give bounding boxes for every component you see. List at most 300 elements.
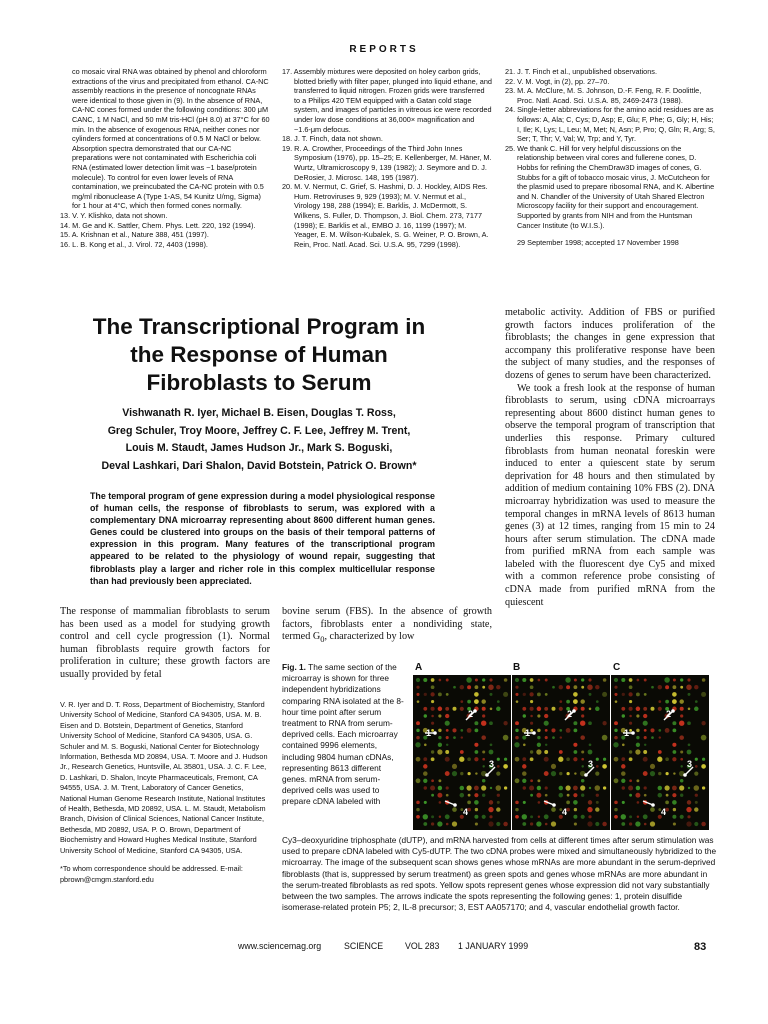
microarray-spot — [468, 794, 471, 797]
microarray-spot — [680, 758, 683, 761]
microarray-spot — [445, 714, 449, 718]
microarray-spot — [459, 757, 464, 762]
reference-item: 16. L. B. Kong et al., J. Virol. 72, 4403 (1998). — [60, 239, 208, 249]
microarray-spot — [514, 742, 519, 747]
microarray-spot — [573, 786, 578, 791]
microarray-spot — [695, 765, 698, 768]
microarray-spot — [522, 707, 526, 711]
microarray-spot — [559, 750, 563, 754]
references-column-3 — [505, 67, 715, 248]
microarray-spot — [474, 786, 479, 791]
microarray-spot — [602, 764, 607, 769]
microarray-spot — [431, 757, 435, 761]
microarray-spot — [430, 785, 435, 790]
microarray-spot — [545, 823, 548, 826]
microarray-spot — [474, 793, 478, 797]
arrow-label: 1 — [525, 728, 531, 738]
microarray-spot — [445, 750, 449, 754]
microarray-spot — [438, 707, 443, 712]
figure-label: Fig. 1. — [282, 662, 306, 672]
footer-url: www.sciencemag.org — [238, 941, 322, 951]
microarray-spot — [567, 772, 570, 775]
reference-item: 15. A. Krishnan et al., Nature 388, 451 (1997). — [60, 230, 209, 240]
microarray-spot — [461, 736, 463, 738]
microarray-spot — [453, 707, 457, 711]
microarray-spot — [515, 693, 518, 696]
microarray-spot — [580, 720, 585, 725]
microarray-spot — [424, 743, 427, 746]
microarray-spot — [565, 677, 571, 683]
arrow-head — [532, 731, 536, 735]
microarray-spot — [658, 786, 662, 790]
microarray-spot — [544, 771, 549, 776]
microarray-spot — [695, 700, 698, 703]
microarray-spot — [423, 678, 427, 682]
microarray-spot — [490, 787, 492, 789]
microarray-spot — [474, 800, 479, 805]
microarray-spot — [589, 708, 592, 711]
microarray-spot — [567, 794, 570, 797]
microarray-spot — [460, 685, 464, 689]
microarray-spot — [688, 708, 691, 711]
microarray-spot — [559, 700, 562, 703]
microarray-spot — [537, 743, 541, 747]
microarray-spot — [573, 815, 577, 819]
microarray-spot — [614, 815, 618, 819]
microarray-spot — [644, 744, 646, 746]
microarray-spot — [453, 736, 456, 739]
microarray-spot — [544, 721, 549, 726]
microarray-spot — [665, 685, 669, 689]
microarray-spot — [614, 729, 617, 732]
microarray-spot — [650, 764, 655, 769]
microarray-spot — [621, 707, 625, 711]
microarray-spot — [587, 821, 592, 826]
microarray-spot — [515, 808, 518, 811]
microarray-spot — [460, 700, 463, 703]
microarray-spot — [545, 736, 548, 739]
microarray-panel-a — [413, 675, 511, 830]
arrow-head — [552, 803, 556, 807]
microarray-spot — [489, 750, 494, 755]
microarray-spot — [496, 822, 500, 826]
microarray-spot — [665, 757, 669, 761]
microarray-spot — [545, 794, 548, 797]
microarray-spot — [515, 801, 519, 805]
microarray-spot — [474, 721, 478, 725]
microarray-spot — [544, 814, 549, 819]
microarray-spot — [515, 736, 519, 740]
microarray-spot — [481, 735, 486, 740]
microarray-spot — [482, 686, 485, 689]
microarray-spot — [474, 815, 478, 819]
microarray-spot — [650, 771, 655, 776]
microarray-spot — [573, 793, 577, 797]
microarray-spot — [672, 728, 676, 732]
microarray-spot — [679, 720, 684, 725]
microarray-spot — [580, 699, 584, 703]
microarray-spot — [680, 794, 683, 797]
microarray-spot — [679, 699, 683, 703]
microarray-spot — [538, 816, 540, 818]
microarray-spot — [423, 814, 428, 819]
microarray-spot — [596, 801, 599, 804]
microarray-spot — [636, 714, 639, 717]
microarray-spot — [629, 707, 633, 711]
microarray-spot — [423, 707, 427, 711]
microarray-spot — [580, 785, 585, 790]
microarray-spot — [629, 750, 632, 753]
microarray-spot — [452, 771, 457, 776]
microarray-spot — [423, 757, 427, 761]
microarray-spot — [658, 793, 663, 798]
microarray-spot — [416, 808, 419, 811]
microarray-spot — [686, 684, 691, 689]
microarray-spot — [438, 692, 442, 696]
microarray-spot — [503, 692, 508, 697]
microarray-spot — [672, 685, 676, 689]
microarray-spot — [695, 801, 698, 804]
microarray-spot — [581, 686, 584, 689]
microarray-spot — [482, 678, 485, 681]
microarray-spot — [431, 750, 434, 753]
microarray-spot — [497, 765, 500, 768]
microarray-spot — [596, 765, 599, 768]
microarray-spot — [530, 779, 533, 782]
microarray-spot — [651, 736, 654, 739]
microarray-spot — [672, 815, 676, 819]
article-title — [60, 313, 458, 397]
reference-12-continued — [60, 67, 270, 211]
microarray-spot — [573, 685, 577, 689]
microarray-spot — [530, 700, 533, 703]
microarray-spot — [446, 736, 449, 739]
microarray-spot — [482, 758, 485, 761]
microarray-spot — [503, 764, 508, 769]
microarray-spot — [615, 700, 618, 703]
microarray-spot — [446, 823, 449, 826]
title-line: Fibroblasts to Serum — [146, 370, 372, 395]
microarray-spot — [629, 757, 633, 761]
microarray-spot — [446, 729, 449, 732]
microarray-spot — [702, 678, 706, 682]
microarray-spot — [694, 822, 698, 826]
microarray-spot — [530, 722, 533, 725]
microarray-spot — [537, 714, 540, 717]
microarray-spot — [423, 779, 427, 783]
body-text-column-1: The response of mammalian fibroblasts to serum has been used as a model for studying growth control and cell cycle progression (1). Normal human fibroblasts require growth factors for proliferation in culture; these growth factors are usually provided by fetal — [60, 606, 270, 680]
microarray-spot — [544, 714, 548, 718]
microarray-spot — [621, 678, 625, 682]
microarray-spot — [551, 821, 556, 826]
microarray-spot — [424, 786, 427, 789]
microarray-spot — [460, 729, 463, 732]
microarray-spot — [545, 679, 548, 682]
author-line: Greg Schuler, Troy Moore, Jeffrey C. F. Lee, Jeffrey M. Trent, — [107, 424, 411, 437]
microarray-spot — [544, 707, 548, 711]
microarray-spot — [672, 721, 676, 725]
microarray-spot — [687, 800, 691, 804]
microarray-spot — [490, 743, 493, 746]
microarray-spot — [416, 757, 421, 762]
microarray-spot — [537, 786, 541, 790]
microarray-spot — [672, 743, 676, 747]
microarray-spot — [629, 715, 632, 718]
microarray-spot — [537, 707, 542, 712]
microarray-spot — [603, 678, 607, 682]
microarray-spot — [522, 764, 526, 768]
microarray-spot — [552, 707, 556, 711]
figure-1-microarray — [413, 662, 718, 832]
microarray-spot — [416, 736, 420, 740]
microarray-spot — [489, 800, 493, 804]
microarray-spot — [588, 678, 591, 681]
arrow-label: 2 — [666, 709, 672, 719]
microarray-spot — [688, 787, 690, 789]
microarray-spot — [504, 758, 507, 761]
microarray-spot — [488, 807, 493, 812]
microarray-spot — [686, 821, 691, 826]
microarray-spot — [636, 736, 639, 739]
microarray-spot — [431, 729, 434, 732]
microarray-spot — [522, 757, 526, 761]
author-list — [60, 405, 458, 475]
microarray-spot — [673, 772, 675, 774]
affiliation-text: V. R. Iyer and D. T. Ross, Department of Biochemistry, Stanford University School of Medicine, Stanford CA 94305, USA. M. B. Eisen and D. Botstein, Department of Genetics, Stanford University School of Medicine, Stanford CA 94305, USA. G. Schuler and M. S. Boguski, National Center for Biotechnology Information, Bethesda MD 20894, USA. T. Moore and J. Hudson Jr., Research Genetics, Huntsville, AL 35801, USA. J. C. F. Lee, D. Lashkari, D. Shalon, Incyte Pharmaceuticals, Fremont, CA 94555, USA. J. M. Trent, Laboratory of Cancer Genetics, National Human Genome Research Institute, National Institutes of Health, Bethesda, MD 20892, USA. L. M. Staudt, Metabolism Branch, Division of Clinical Sciences, National Cancer Institute, Bethesda, MD 20892, USA. P. O. Brown, Department of Biochemistry and Howard Hughes Medical Institute, Stanford University School of Medicine, Stanford CA 94305, USA. — [60, 700, 268, 855]
microarray-spot — [475, 678, 478, 681]
microarray-spot — [522, 678, 526, 682]
microarray-spot — [530, 729, 533, 732]
microarray-spot — [497, 758, 500, 761]
microarray-spot — [536, 821, 541, 826]
microarray-spot — [687, 750, 692, 755]
microarray-spot — [614, 808, 617, 811]
microarray-spot — [596, 794, 599, 797]
microarray-spot — [643, 714, 647, 718]
microarray-spot — [530, 750, 533, 753]
microarray-spot — [622, 714, 625, 717]
microarray-spot — [503, 721, 507, 725]
microarray-spot — [439, 816, 441, 818]
microarray-spot — [482, 750, 485, 753]
microarray-spot — [614, 757, 619, 762]
microarray-spot — [621, 822, 625, 826]
reference-item: 23. M. A. McClure, M. S. Johnson, D.-F. Feng, R. F. Doolittle, Proc. Natl. Acad. Sci. U.S.A. 85, 2469-2473 (1988). — [505, 86, 702, 105]
microarray-spot — [658, 685, 662, 689]
microarray-spot — [636, 786, 640, 790]
microarray-spot — [504, 678, 508, 682]
microarray-spot — [446, 786, 449, 789]
microarray-spot — [460, 786, 464, 790]
microarray-spot — [424, 693, 427, 696]
microarray-spot — [629, 794, 632, 797]
microarray-spot — [552, 686, 555, 689]
microarray-spot — [596, 758, 599, 761]
microarray-spot — [416, 778, 421, 783]
microarray-spot — [415, 742, 420, 747]
microarray-spot — [574, 772, 576, 774]
microarray-spot — [672, 793, 676, 797]
microarray-spot — [673, 750, 677, 754]
microarray-spot — [475, 808, 478, 811]
microarray-spot — [559, 786, 563, 790]
microarray-spot — [680, 707, 684, 711]
microarray-spot — [680, 678, 683, 681]
microarray-spot — [424, 714, 427, 717]
microarray-spot — [467, 785, 472, 790]
microarray-spot — [482, 815, 486, 819]
section-header: REPORTS — [349, 44, 419, 55]
microarray-spot — [489, 815, 492, 818]
microarray-spot — [489, 721, 493, 725]
microarray-spot — [522, 771, 527, 776]
paragraph: We took a fresh look at the response of human fibroblasts to serum, using cDNA microarrays representing about 8600 distinct human genes to observe the temporal program of transcription that underlies this response. Primary cultured fibroblasts from human neonatal foreskin were induced to enter a quiescent state by serum deprivation for 48 hours and then stimulated by addition of medium containing 10% FBS (2). DNA microarray hybridization was used to measure the temporal changes in mRNA levels of 8613 human genes (3) at 12 times, ranging from 15 min to 24 hours after serum stimulation. The cDNA made from purified mRNA from each sample was labeled with the fluorescent dye Cy5 and mixed with a common reference probe consisting of cDNA made from purified mRNA from the quiescent — [505, 382, 715, 608]
microarray-spot — [581, 707, 585, 711]
microarray-spot — [629, 779, 632, 782]
microarray-spot — [489, 678, 492, 681]
microarray-spot — [595, 707, 600, 712]
reference-text: co mosaic viral RNA was obtained by phenol and chloroform extractions of the virus and precipitated from ethanol. CA-NC assembly reactions in the presence of noncognate RNAs were identical to those given in (9). In the absence of RNA, CA-NC cones formed under the following conditions: 300 μM CANC, 1 M NaCl, and 50 mM tris-HCl (pH 8.0) at 37°C for 60 min. In the absence of exogenous RNA, neither cones nor cylinders formed at concentrations of 0.5 M NaCl or below. Absorption spectra demonstrated that our CA-NC preparations were not contaminated with Escherichia coli RNA (estimated lower detection limit was ~1 base/protein molecule). To control for even lower levels of RNA contamination, we preincubated the CA-NC protein with 0.5 mg/ml ribonuclease A (Type 1-AS, 54 Kunitz U/mg, Sigma) for 1 hour at 4°C, which then formed cones normally. — [72, 67, 270, 211]
microarray-spot — [629, 729, 632, 732]
microarray-spot — [537, 736, 540, 739]
microarray-spot — [468, 772, 471, 775]
microarray-spot — [467, 728, 472, 733]
microarray-spot — [688, 693, 691, 696]
microarray-spot — [452, 728, 456, 732]
microarray-spot — [686, 807, 691, 812]
microarray-spot — [687, 678, 690, 681]
microarray-spot — [416, 801, 420, 805]
microarray-spot — [701, 822, 705, 826]
microarray-spot — [481, 785, 486, 790]
microarray-spot — [643, 771, 648, 776]
microarray-spot — [481, 720, 486, 725]
microarray-spot — [416, 729, 419, 732]
microarray-spot — [673, 678, 676, 681]
microarray-spot — [551, 764, 556, 769]
microarray-spot — [659, 736, 661, 738]
microarray-spot — [497, 700, 500, 703]
microarray-spot — [496, 707, 501, 712]
microarray-spot — [595, 785, 601, 791]
microarray-spot — [552, 736, 555, 739]
microarray-spot — [637, 679, 640, 682]
arrow-head — [473, 709, 477, 713]
microarray-spot — [643, 757, 648, 762]
microarray-spot — [629, 815, 632, 818]
microarray-spot — [544, 757, 549, 762]
abstract: The temporal program of gene expression during a model physiological response of human cells, the response of fibroblasts to serum, was explored with a complementary DNA microarray representing about 8600 different human genes. Genes could be clustered into groups on the basis of their temporal patterns of expression in this program. Many features of the transcriptional program appeared to be related to the physiology of wound repair, suggesting that fibroblasts play a larger and richer role in this complex multicellular response than had previously been appreciated. — [90, 491, 435, 586]
microarray-spot — [530, 794, 533, 797]
microarray-spot — [446, 794, 449, 797]
microarray-spot — [537, 729, 540, 732]
microarray-spot — [515, 678, 519, 682]
microarray-spot — [488, 821, 493, 826]
reference-item: 24. Single-letter abbreviations for the amino acid residues are as follows: A, Ala; C, Cys; D, Asp; E, Glu; F, Phe; G, Gly; H, His; I, Ile; K, Lys; L, Leu; M, Met; N, Asn; P, Pro; Q, Gln; R, Arg; S, Ser; T, Thr; V, Val; W, Trp; and Y, Tyr. — [505, 105, 715, 144]
microarray-spot — [431, 722, 434, 725]
microarray-spot — [628, 692, 632, 696]
microarray-spot — [544, 750, 548, 754]
microarray-spot — [581, 779, 584, 782]
body-text-column-2: bovine serum (FBS). In the absence of growth factors, fibroblasts enter a nondividing state, termed $G_0$, characterized by low — [282, 606, 492, 645]
arrow-head — [584, 773, 588, 777]
microarray-spot — [523, 786, 526, 789]
microarray-spot — [537, 692, 541, 696]
microarray-spot — [460, 707, 464, 711]
microarray-spot — [573, 743, 577, 747]
microarray-spot — [650, 807, 655, 812]
microarray-spot — [664, 677, 670, 683]
microarray-spot — [490, 708, 493, 711]
microarray-spot — [516, 700, 519, 703]
arrow-head — [671, 709, 675, 713]
microarray-spot — [438, 743, 442, 747]
microarray-spot — [522, 779, 526, 783]
reference-item: 20. M. V. Nermut, C. Grief, S. Hashmi, D. J. Hockley, AIDS Res. Hum. Retroviruses 9, 929 (1993); M. V. Nermut et al., Virology 198, 288 (1994); E. Barklis, J. McDermott, S. Wilkens, S. Fuller, D. Thompson, J. Biol. Chem. 273, 7177 (1998); E. Barklis et al., EMBO J. 16, 1199 (1997); M. Yeager, E. M. Wilson-Kubalek, S. G. Weiner, P. O. Brown, A. Rein, Proc. Natl. Acad. Sci. U.S.A. 95, 7299 (1998). — [282, 182, 489, 249]
microarray-spot — [695, 758, 698, 761]
reference-item: 18. J. T. Finch, data not shown. — [282, 134, 383, 144]
microarray-spot — [651, 686, 654, 689]
microarray-panel-b — [512, 675, 610, 830]
microarray-spot — [679, 735, 684, 740]
microarray-spot — [416, 721, 420, 725]
received-accepted-dates: 29 September 1998; accepted 17 November 1998 — [517, 238, 679, 248]
microarray-spot — [629, 822, 632, 825]
microarray-spot — [637, 801, 640, 804]
microarray-spot — [658, 729, 661, 732]
microarray-spot — [581, 678, 584, 681]
reference-item: 22. V. M. Vogt, in (2), pp. 27–70. — [505, 76, 610, 86]
microarray-spot — [474, 728, 478, 732]
microarray-spot — [589, 693, 592, 696]
microarray-spot — [636, 779, 639, 782]
microarray-spot — [515, 815, 519, 819]
microarray-spot — [680, 686, 683, 689]
microarray-spot — [445, 771, 450, 776]
microarray-spot — [417, 700, 420, 703]
microarray-spot — [702, 758, 705, 761]
microarray-spot — [581, 750, 584, 753]
figure-caption-bottom: Cy3–deoxyuridine triphosphate (dUTP), and mRNA harvested from cells at different times after serum stimulation was used to prepare cDNA labeled with Cy5-dUTP. The two cDNA probes were mixed and simultaneously hybridized to the microarray. The image of the subsequent scan shows genes whose mRNAs are more abundant in the serum-deprived fibroblasts (that is, suppressed by serum treatment) as green spots and genes whose mRNAs are more abundant in the serum-treated fibroblasts as red spots. Yellow spots represent genes whose expression did not vary substantially between the two samples. The arrows indicate the spots representing the following genes: 1, protein disulfide isomerase-related protein P5; 2, IL-8 precursor; 3, EST AA057170; and 4, vascular endothelial growth factor. — [282, 835, 717, 913]
body-text-column-3 — [505, 307, 715, 609]
microarray-spot — [453, 686, 456, 689]
microarray-spot — [635, 749, 640, 754]
microarray-spot — [439, 801, 442, 804]
microarray-spot — [438, 729, 441, 732]
arrow-label: 4 — [562, 807, 568, 817]
microarray-spot — [452, 807, 457, 812]
microarray-spot — [467, 700, 471, 704]
microarray-spot — [466, 677, 472, 683]
microarray-spot — [474, 699, 479, 704]
microarray-spot — [580, 735, 585, 740]
microarray-spot — [636, 692, 640, 696]
arrow-label: 1 — [426, 728, 432, 738]
microarray-spot — [644, 786, 647, 789]
microarray-spot — [559, 772, 562, 775]
microarray-spot — [423, 822, 427, 826]
microarray-spot — [430, 692, 434, 696]
arrow-head — [572, 709, 576, 713]
microarray-spot — [701, 764, 706, 769]
microarray-spot — [431, 779, 434, 782]
microarray-spot — [644, 679, 647, 682]
microarray-spot — [629, 678, 633, 682]
microarray-spot — [680, 714, 683, 717]
microarray-spot — [602, 735, 608, 741]
microarray-spot — [614, 778, 619, 783]
microarray-spot — [537, 779, 540, 782]
